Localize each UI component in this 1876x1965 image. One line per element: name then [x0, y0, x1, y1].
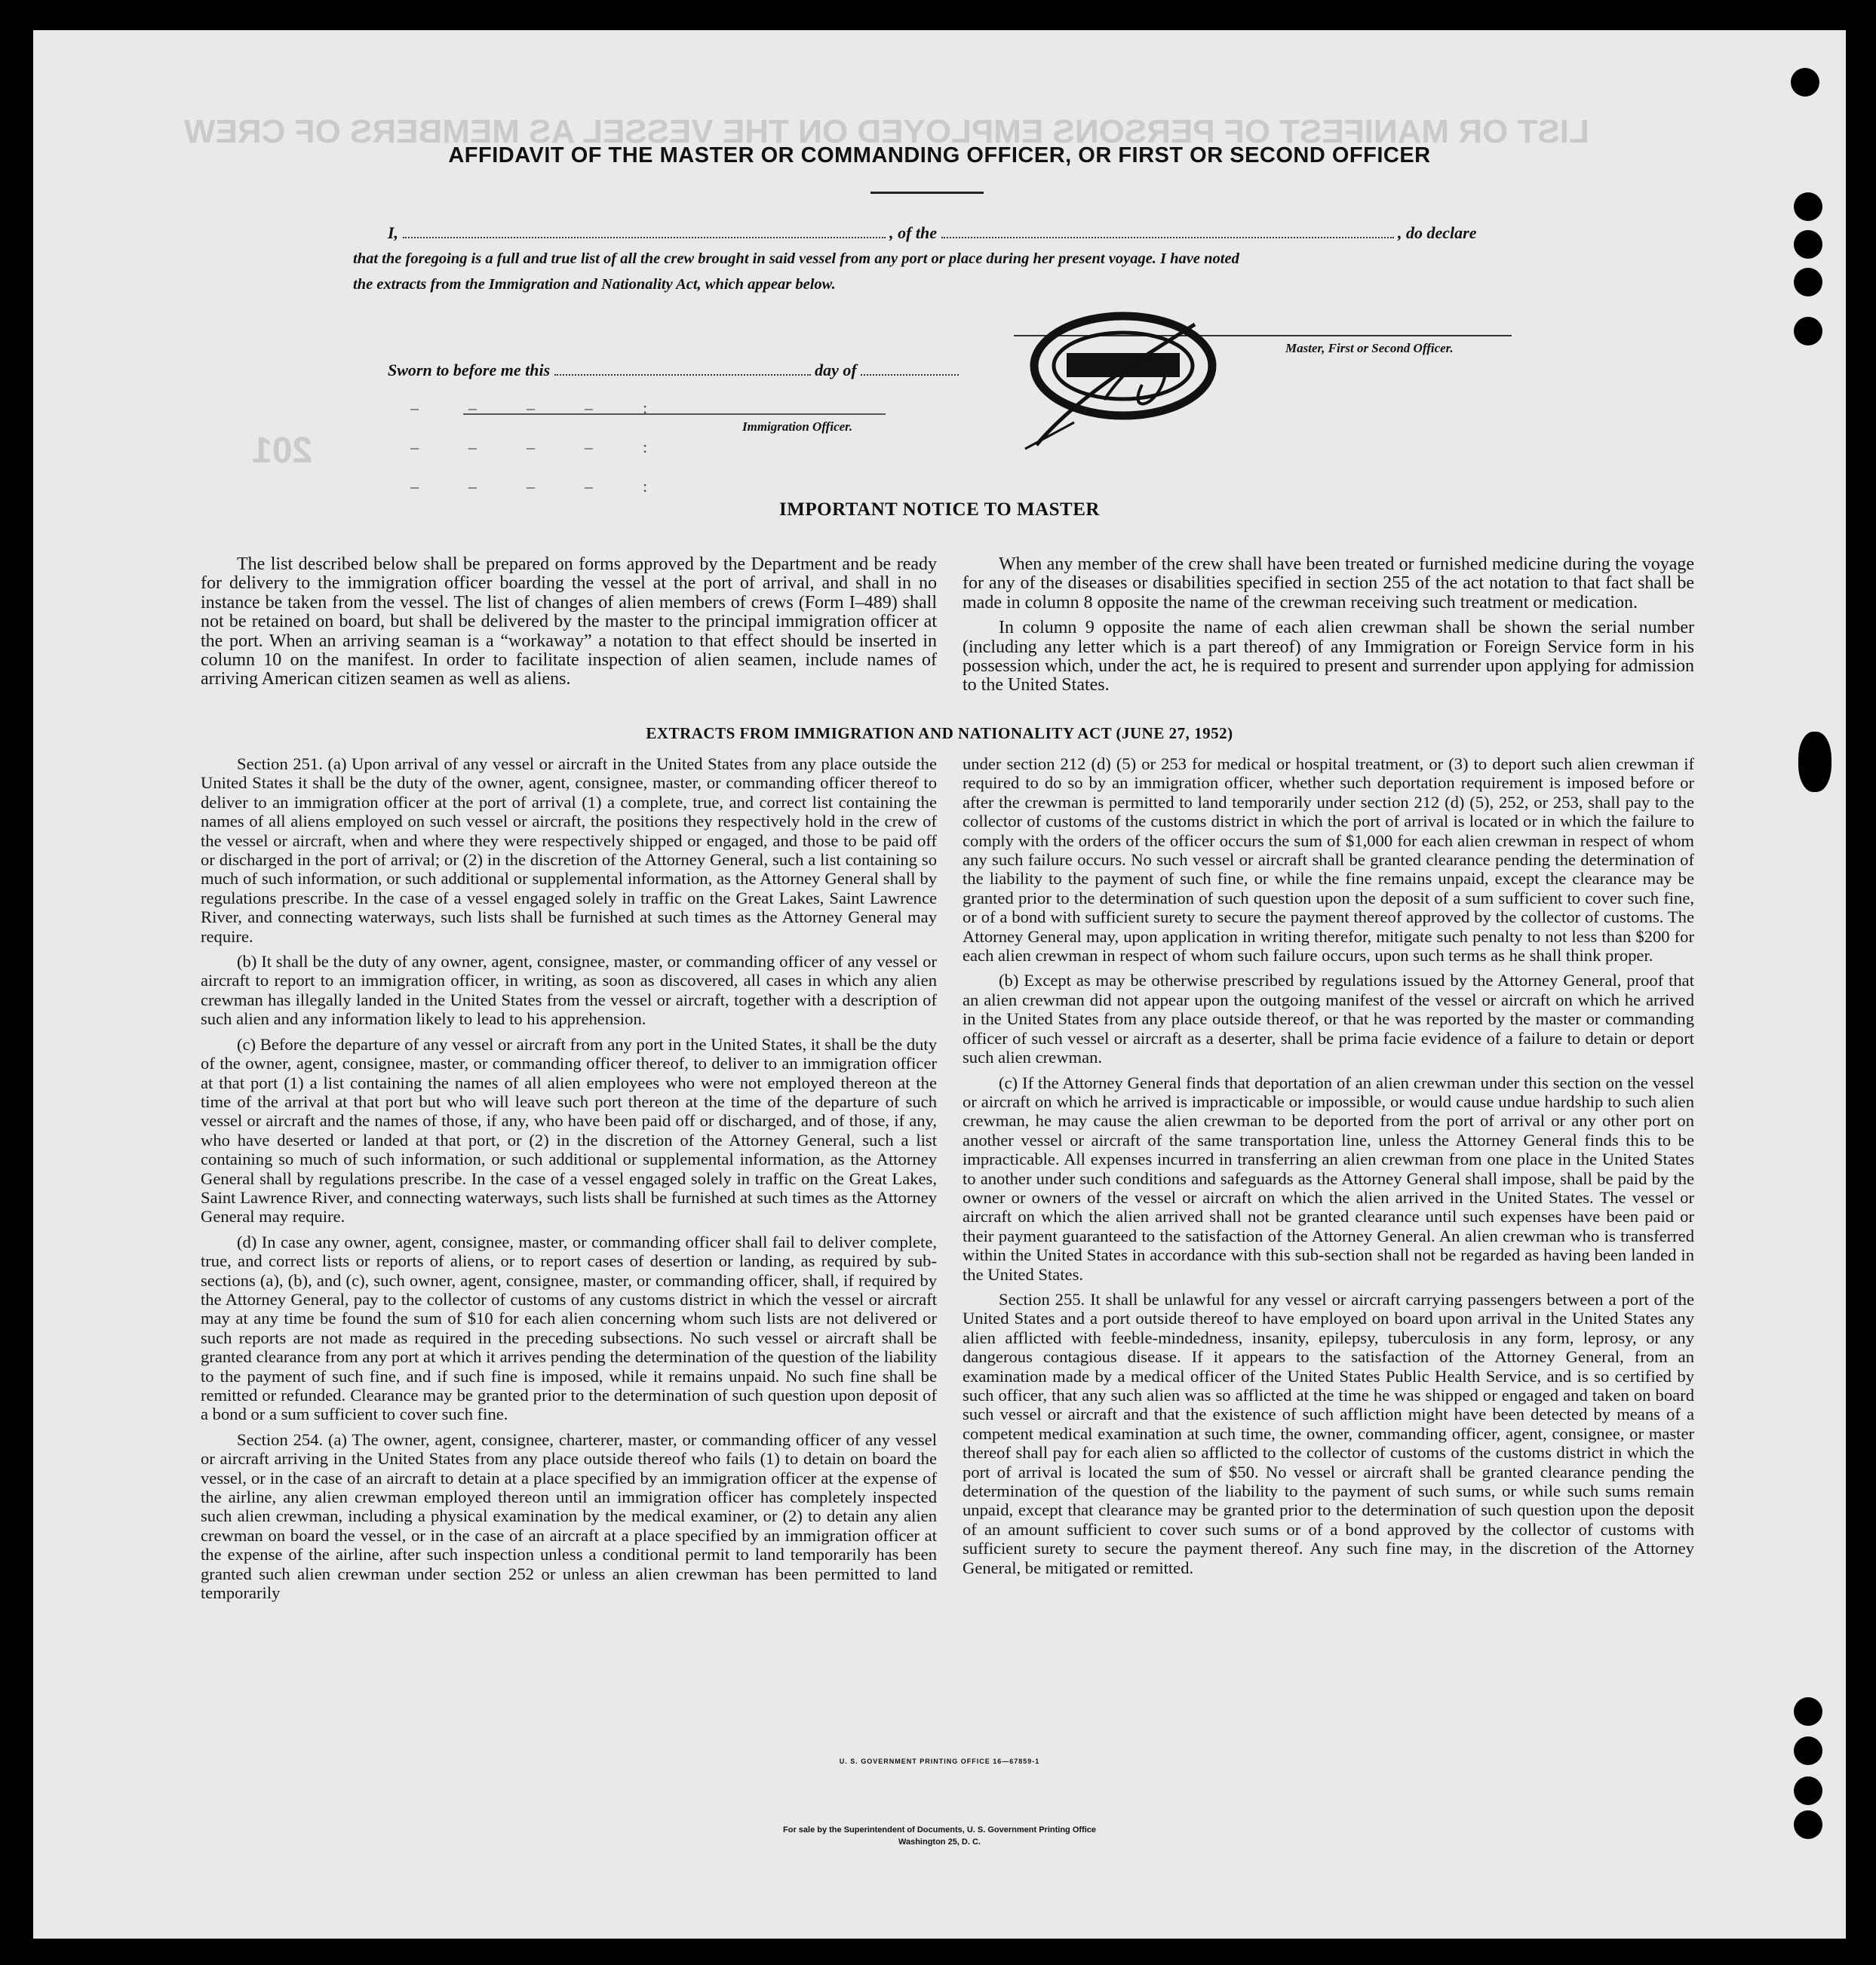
officer-name-field[interactable] — [403, 237, 886, 238]
punch-hole — [1794, 1697, 1822, 1726]
punch-hole — [1794, 192, 1822, 221]
affidavit-title: AFFIDAVIT OF THE MASTER OR COMMANDING OFFICER, OR FIRST OR SECOND OFFICER — [448, 143, 1431, 167]
footer-line-2: Washington 25, D. C. — [898, 1838, 981, 1847]
section-254-c: (c) If the Attorney General finds that deportation of an alien crewman under this section on the vessel or aircraft on which he arrived is impracticable or impossible, or would cause undue hardship to such alien crewman, he may cause the alien crewman to be deported from the port of arrival or any other port on another vessel or aircraft of the same transportation line, unless the Attorney General finds this to be impracticable. All expenses incurred in transferring an alien crewman from one place in the United States to another under such conditions and safeguards as the Attorney General shall impose, shall be paid by the owner or owners of the vessel or aircraft on which the alien arrived in the United States. The vessel or aircraft on which the alien arrived shall not be granted clearance until such expenses have been paid or their payment guaranteed to the satisfaction of the Attorney General. An alien crewman who is transferred within the United States in accordance with this sub-section shall not be regarded as having been landed in the United States. — [963, 1073, 1694, 1284]
punch-hole — [1794, 1776, 1822, 1805]
notice-right-text-2: In column 9 opposite the name of each alien crewman shall be shown the serial number (including any letter which is a part thereof) of any Immigration or Foreign Service form in his possession which, under the act, he is required to present and surrender upon applying for admission to the United States. — [963, 618, 1694, 695]
master-signature-label: Master, First or Second Officer. — [1285, 341, 1454, 355]
declare-label: , do declare — [1398, 223, 1477, 242]
section-251-a: Section 251. (a) Upon arrival of any vessel or aircraft in the United States from any place outside the United States it shall be the duty of the owner, agent, consignee, master, or commanding officer thereof to deliver to an immigration officer at the port of arrival (1) a complete, true, and correct list containing the names of all aliens employed on such vessel or aircraft, the positions they respectively hold in the crew of the vessel or aircraft, when and where they were respectively shipped or engaged, and those to be paid off or discharged in the port of arrival; or (2) in the discretion of the Attorney General, such a list containing so much of such information, or such additional or supplemental information, as the Attorney General shall by regulations prescribe. In the case of a vessel engaged solely in traffic on the Great Lakes, Saint Lawrence River, and connecting waterways, such lists shall be furnished at such times as the Attorney General may require. — [201, 754, 937, 946]
affidavit-declaration-line — [388, 223, 1476, 243]
affidavit-statement-1: that the foregoing is a full and true list of all the crew brought in said vessel from any port or place during her present voyage. I have noted — [353, 250, 1239, 267]
of-the-label: , of the — [889, 223, 938, 242]
punch-hole — [1794, 268, 1822, 296]
section-254-a: Section 254. (a) The owner, agent, consignee, charterer, master, or commanding officer of any vessel or aircraft arriving in the United States from any place outside thereof who fails (1) to detain on board the vessel, or in the case of an aircraft to detain at a place specified by an immigration officer at the expense of the airline, any alien crewman employed thereon until an immigration officer has completely inspected such alien crewman, including a physical examination by the medical examiner, or (2) to detain any alien crewman on board the vessel, or in the case of an aircraft at a place specified by an immigration officer at the expense of the airline, after such inspection unless a conditional permit to land temporarily has been granted such alien crewman under section 252 or unless an alien crewman has been permitted to land temporarily — [201, 1429, 937, 1603]
punch-hole — [1791, 68, 1819, 97]
day-of-label: day of — [815, 361, 857, 379]
bleed-through-number: 201 — [252, 431, 313, 471]
title-rule — [870, 192, 984, 194]
punch-hole — [1794, 317, 1822, 345]
printer-imprint: U. S. GOVERNMENT PRINTING OFFICE 16—67859-1 — [839, 1758, 1040, 1765]
punch-hole — [1794, 1810, 1822, 1839]
footer-line-1: For sale by the Superintendent of Documents, U. S. Government Printing Office — [783, 1825, 1096, 1835]
extracts-left-column — [201, 754, 937, 1608]
section-251-c: (c) Before the departure of any vessel or aircraft from any port in the United States, it shall be the duty of the owner, agent, consignee, master, or commanding officer thereof, to deliver to an immigration officer at that port (1) a list containing the names of all alien employees who were not employed thereon at the time of the arrival at that port but who will leave such port thereon at the time of the departure of such vessel or aircraft and the names of those, if any, who have been paid off or discharged, and of those, if any, who have deserted or landed at that port, or (2) in the discretion of the Attorney General, such a list containing so much of such information, or such additional or supplemental information, as the Attorney General shall by regulations prescribe. In the case of a vessel engaged solely in traffic on the Great Lakes, Saint Lawrence River, and connecting waterways, such lists shall be furnished at such times as the Attorney General may require. — [201, 1034, 937, 1227]
punch-hole — [1794, 230, 1822, 259]
sworn-line — [388, 361, 959, 380]
vessel-name-field[interactable] — [941, 237, 1394, 238]
extracts-right-column — [963, 754, 1694, 1583]
faint-dashes: – – – – : — [410, 477, 648, 496]
notice-right-text-1: When any member of the crew shall have been treated or furnished medicine during the voyage for any of the diseases or disabilities specified in section 255 of the act notation to that fact shall be made in column 8 opposite the name of the crewman receiving such treatment or medication. — [963, 554, 1694, 613]
notice-left-column — [201, 555, 937, 695]
faint-dashes: – – – – : — [410, 398, 648, 417]
section-254-b: (b) Except as may be otherwise prescribed by regulations issued by the Attorney General, proof that an alien crewman did not appear upon the outgoing manifest of the vessel or aircraft on which he arrived in the United States from any place outside thereof, or that he was reported by the master or commanding officer of such vessel or aircraft as a deserter, shall be prima facie evidence of a failure to detain or deport such alien crewman. — [963, 971, 1694, 1067]
sworn-day-field[interactable] — [554, 374, 811, 376]
notice-right-column — [963, 555, 1694, 702]
i-label: I, — [388, 223, 399, 242]
faint-dashes: – – – – : — [410, 438, 648, 456]
section-254-a-continued: under section 212 (d) (5) or 253 for medical or hospital treatment, or (3) to deport such alien crewman if required to do so by an immigration officer, whether such deportation requirement is imposed before or after the crewman is permitted to land temporarily under section 212 (d) (5), 252, or 253, shall pay to the collector of customs of the customs district in which the port of arrival is located or in which the failure to comply with the orders of the officer occurs the sum of $1,000 for each alien crewman in respect of whom any such failure occurs. No such vessel or aircraft shall be granted clearance pending the determination of the liability to the payment of such fine, or while the fine remains unpaid, except the clearance may be granted prior to the determination of such question upon the deposit of a sum sufficient to cover such fine, or of a bond with sufficient surety to secure the payment thereof approved by the collector of customs. The Attorney General may, upon application in writing therefor, mitigate such penalty to not less than $200 for each alien crewman in respect of whom such failure occurs, upon such terms as he shall think proper. — [963, 754, 1694, 966]
section-251-d: (d) In case any owner, agent, consignee, master, or commanding officer shall fail to deliver complete, true, and correct lists or reports of aliens, or to report cases of desertion or landing, as required by sub-sections (a), (b), and (c), such owner, agent, consignee, master, or commanding officer, shall, if required by the Attorney General, pay to the collector of customs of any customs district in which the vessel or aircraft may at any time be found the sum of $10 for each alien concerning whom such lists are not delivered or such reports are not made as required in the preceding subsections. No such vessel or aircraft shall be granted clearance from any port at which it arrives pending the determination of the question of the liability to the payment of such fine, and if such fine is imposed, while it remains unpaid. No such fine shall be remitted or refunded. Clearance may be granted prior to the determination of such question upon deposit of a bond or a sum sufficient to cover such fine. — [201, 1232, 937, 1424]
form-sheet — [33, 30, 1846, 1939]
sworn-label: Sworn to before me this — [388, 361, 551, 379]
affidavit-statement-2: the extracts from the Immigration and Nationality Act, which appear below. — [353, 276, 836, 293]
sworn-month-field[interactable] — [861, 374, 959, 376]
notice-title: IMPORTANT NOTICE TO MASTER — [779, 499, 1100, 520]
ship-stamp-seal — [1021, 309, 1225, 453]
section-251-b: (b) It shall be the duty of any owner, agent, consignee, master, or commanding officer of any vessel or aircraft to report to an immigration officer, in writing, as soon as discovered, all cases in which any alien crewman has illegally landed in the United States from the vessel or aircraft, together with a description of such alien and any information likely to lead to his apprehension. — [201, 952, 937, 1029]
extracts-title: EXTRACTS FROM IMMIGRATION AND NATIONALITY ACT (JUNE 27, 1952) — [646, 724, 1233, 742]
notice-left-text: The list described below shall be prepared on forms approved by the Department and be ready for delivery to the immigration officer boarding the vessel at the port of arrival, and shall in no instance be taken from the vessel. The list of changes of alien members of crews (Form I–489) shall not be retained on board, but shall be delivered by the master to the principal immigration officer at the port. When an arriving seaman is a “workaway” a notation to that effect should be inserted in column 10 on the manifest. In order to facilitate inspection of alien seamen, include names of arriving American citizen seamen as well as aliens. — [201, 554, 937, 689]
section-255: Section 255. It shall be unlawful for any vessel or aircraft carrying passengers between a port of the United States and a port outside thereof to have employed on board upon arrival in the United States any alien afflicted with feeble-mindedness, insanity, epilepsy, tuberculosis in any form, leprosy, or any dangerous contagious disease. If it appears to the satisfaction of the Attorney General, from an examination made by a medical officer of the United States Public Health Service, and is so certified by such officer, that any such alien was so afflicted at the time he was shipped or engaged and taken on board such vessel or aircraft and that the existence of such affliction might have been detected by means of a competent medical examination at such time, the owner, commanding officer, agent, consignee, or master thereof shall pay for each alien so afflicted to the collector of customs of the customs district in which the port of arrival is located the sum of $50. No vessel or aircraft shall be granted clearance pending the determination of the question of the liability to the payment of such sums, or while such sums remain unpaid, except that clearance may be granted prior to the determination of such question upon the deposit of an amount sufficient to cover such sums or of a bond approved by the collector of customs with sufficient surety to secure the payment thereof. Any such fine may, in the discretion of the Attorney General, be mitigated or remitted. — [963, 1289, 1694, 1577]
immigration-officer-label: Immigration Officer. — [742, 419, 853, 434]
bleed-through-header: LIST OR MANIFEST OF PERSONS EMPLOYED ON THE VESSEL AS MEMBERS OF CREW — [184, 113, 1589, 150]
